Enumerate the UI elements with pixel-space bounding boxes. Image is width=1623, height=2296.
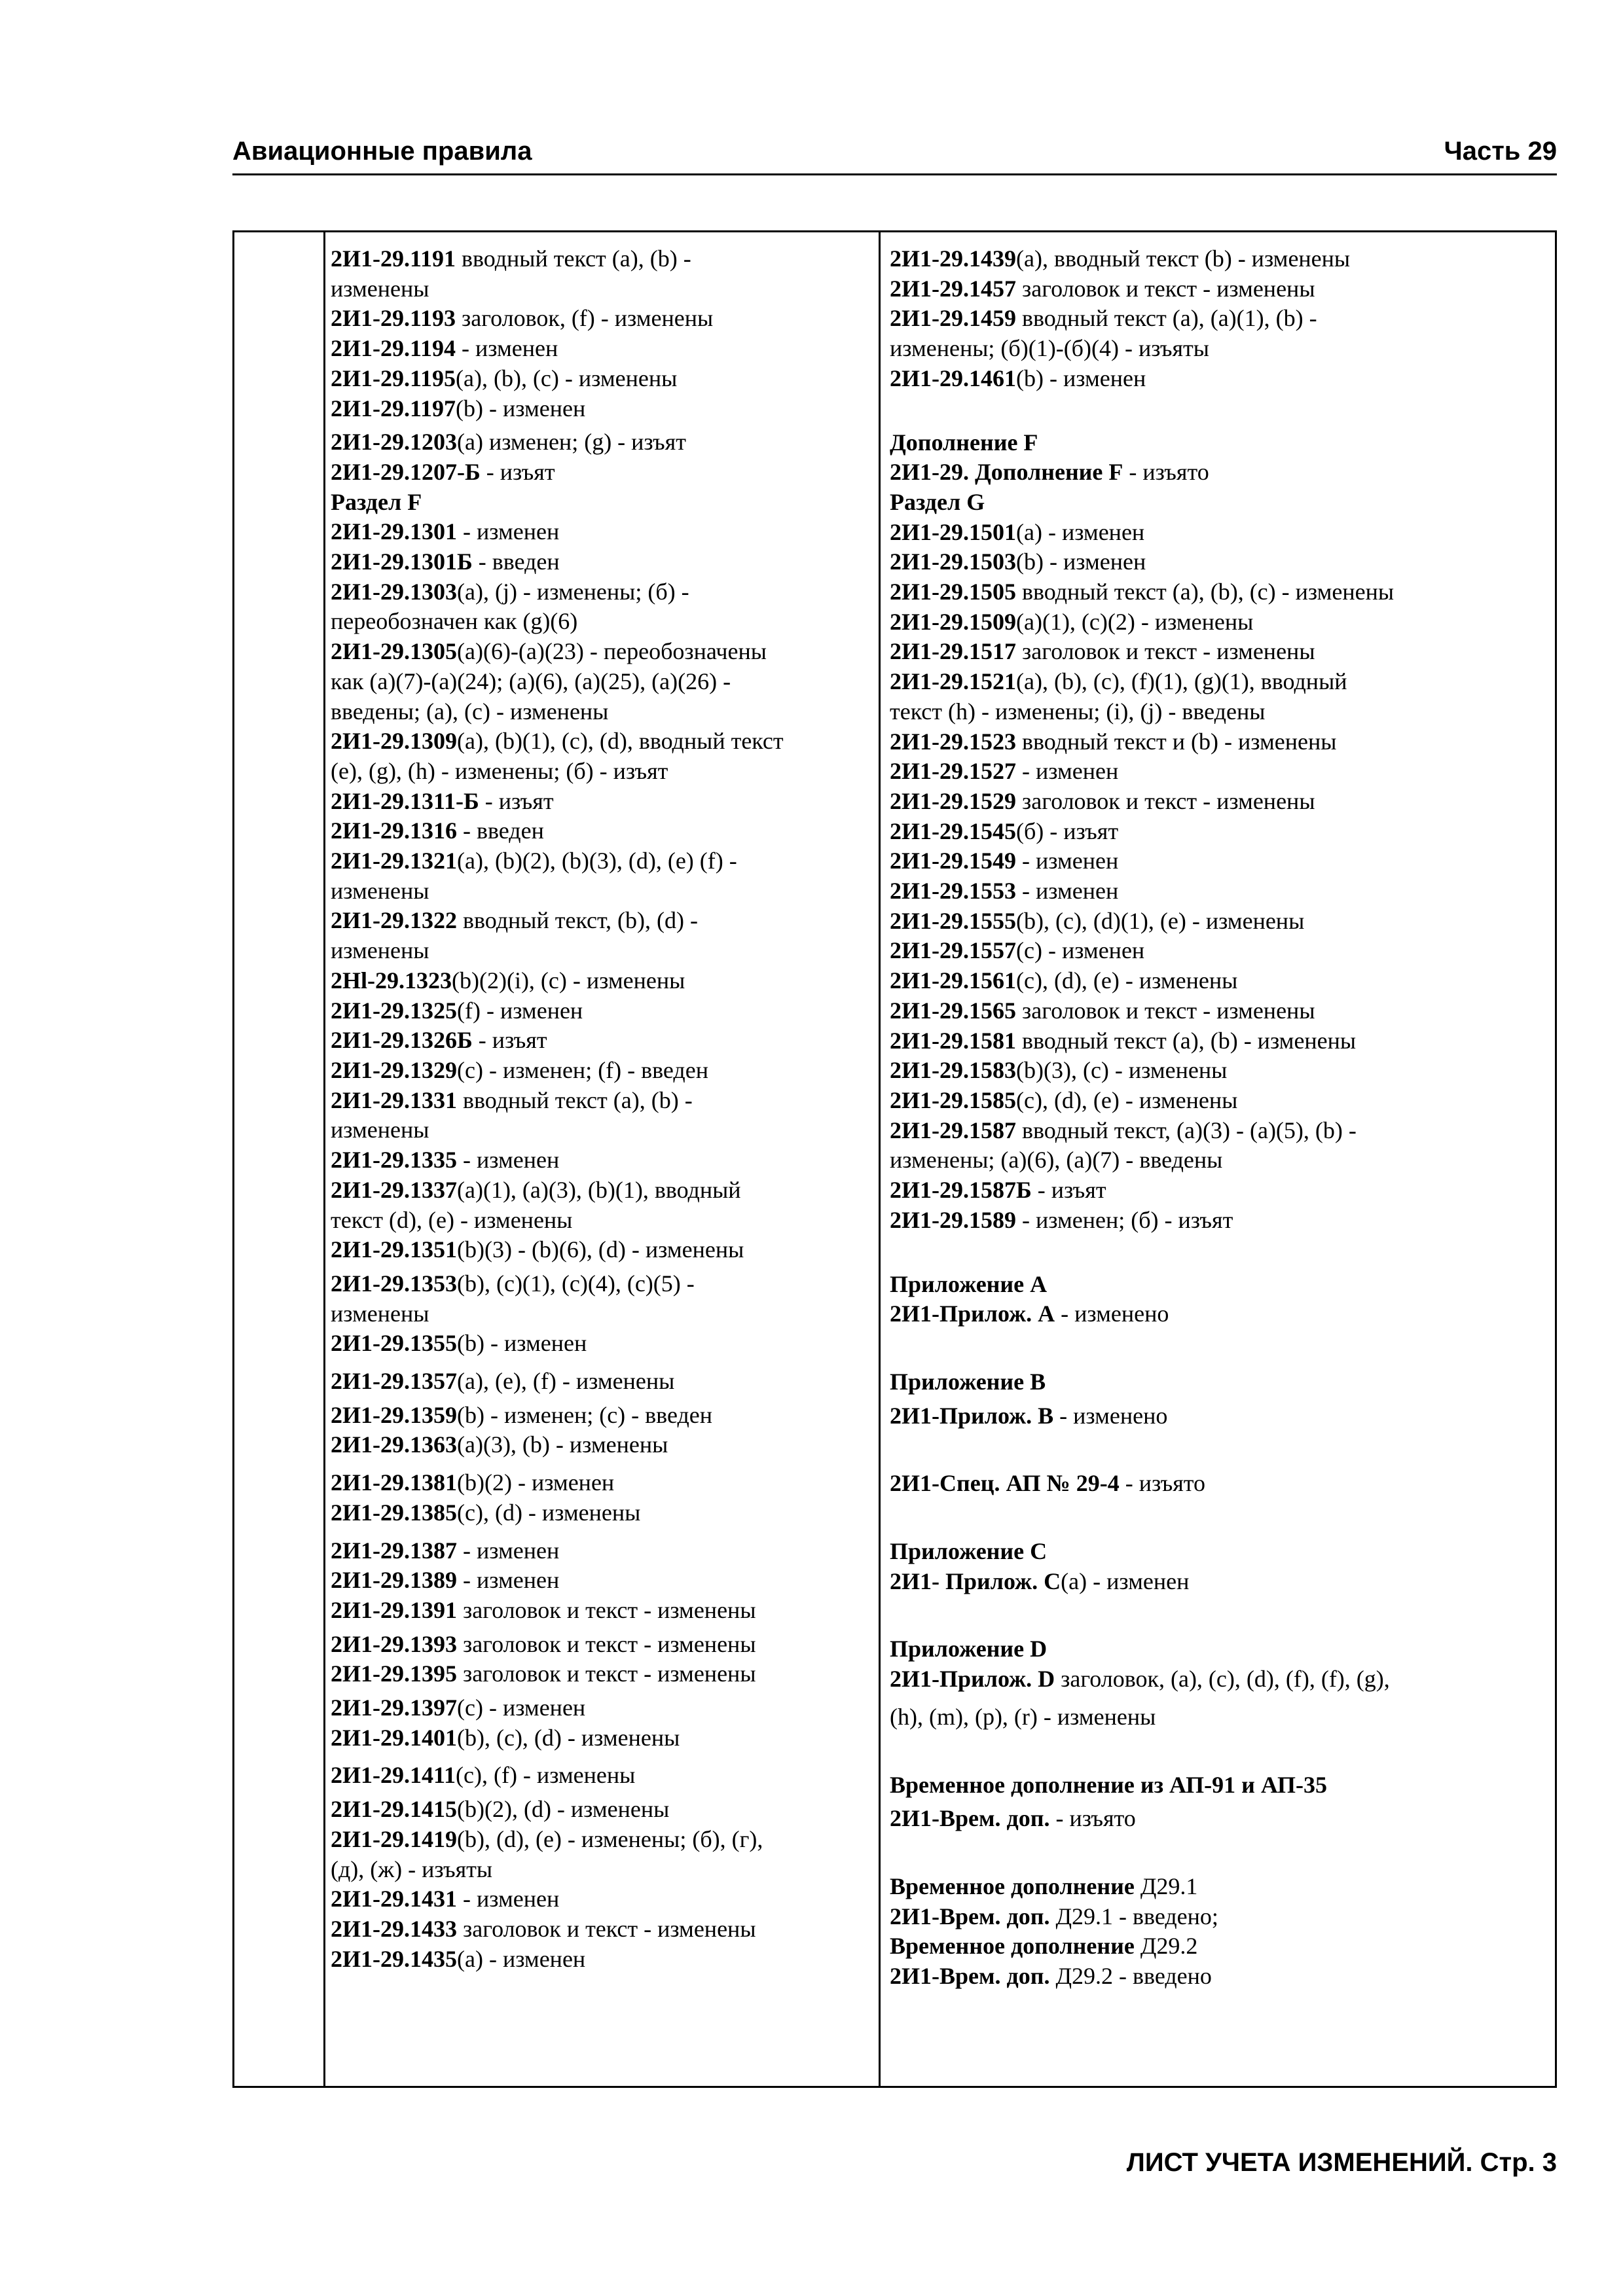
change-description: (a), (e), (f) - изменены	[457, 1368, 675, 1395]
change-description: (c) - изменен	[1016, 937, 1145, 964]
change-description: (b), (c), (d) - изменены	[457, 1724, 680, 1751]
change-description: (a) - изменен	[457, 1945, 586, 1972]
clause-code: 2И1-29.1353	[331, 1270, 457, 1297]
change-entry	[331, 1693, 874, 1723]
change-entry	[331, 334, 874, 364]
change-entry	[890, 1116, 1551, 1146]
change-entry	[890, 274, 1551, 304]
change-entry	[331, 517, 874, 547]
change-entry	[331, 1468, 874, 1498]
clause-code: 2И1-29.1311-Б	[331, 787, 479, 814]
clause-code: 2И1-Врем. доп.	[890, 1963, 1050, 1990]
clause-code: 2И1-29.1194	[331, 335, 456, 362]
change-description: (a), (b), (c) - изменены	[456, 365, 678, 391]
clause-code: 2И1-29.1393	[331, 1630, 457, 1657]
change-description: (b), (c)(1), (c)(4), (c)(5) -	[457, 1270, 695, 1297]
change-description: - изъят	[472, 1027, 547, 1054]
change-entry	[331, 1086, 874, 1116]
change-description: (e), (g), (h) - изменены; (б) - изъят	[331, 757, 668, 784]
section-heading: Раздел F	[331, 488, 422, 515]
change-description: - изменен	[457, 518, 560, 545]
change-description: (b)(2), (d) - изменены	[457, 1796, 670, 1823]
change-entry	[331, 906, 874, 936]
change-description: (b) - изменен; (c) - введен	[457, 1401, 713, 1428]
change-entry	[331, 427, 874, 457]
change-description: - изменен	[1016, 758, 1119, 785]
change-description: вводный текст и (b) - изменены	[1016, 728, 1337, 755]
change-description: (b) - изменен	[1016, 365, 1146, 391]
clause-code: 2И1-Прилож. В	[890, 1402, 1054, 1429]
change-entry	[331, 577, 874, 607]
change-entry	[890, 1962, 1551, 1992]
change-entry	[331, 1269, 874, 1299]
change-description: (c), (f) - изменены	[456, 1762, 636, 1789]
change-entry	[890, 817, 1551, 847]
change-entry	[331, 1115, 874, 1145]
change-description: (a), (b)(1), (c), (d), вводный текст	[457, 728, 784, 755]
change-description: Д29.2 - введено	[1049, 1963, 1212, 1990]
change-entry	[331, 816, 874, 846]
clause-code: 2И1-Прилож. D	[890, 1666, 1055, 1693]
change-entry	[890, 304, 1551, 334]
change-entry	[890, 607, 1551, 637]
change-description: заголовок, (f) - изменены	[456, 305, 714, 332]
section-heading: Раздел G	[890, 488, 985, 515]
change-description: (a) - изменен	[1061, 1568, 1190, 1594]
change-description: (a), вводный текст (b) - изменены	[1016, 245, 1351, 272]
change-entry	[890, 846, 1551, 876]
section-heading: Дополнение F	[890, 429, 1038, 456]
section-heading: Временное дополнение из АП-91 и АП-35	[890, 1771, 1327, 1798]
change-entry	[890, 667, 1551, 697]
change-entry	[331, 1206, 874, 1236]
change-description: изменены	[331, 1117, 429, 1143]
change-entry	[331, 1056, 874, 1086]
change-entry	[331, 697, 874, 727]
change-description: вводный текст (a), (a)(1), (b) -	[1016, 305, 1317, 332]
change-description: заголовок, (a), (c), (d), (f), (f), (g),	[1055, 1666, 1390, 1693]
clause-code: 2И1-29.1527	[890, 758, 1016, 785]
change-entry	[331, 1299, 874, 1329]
change-entry	[331, 1329, 874, 1359]
clause-code: 2И1-29.1309	[331, 728, 457, 755]
change-entry	[890, 1175, 1551, 1206]
change-entry	[890, 244, 1551, 274]
clause-code: 2И1- Прилож. С	[890, 1568, 1061, 1594]
change-description: текст (h) - изменены; (i), (j) - введены	[890, 698, 1266, 725]
change-entry	[890, 1026, 1551, 1056]
clause-code: 2И1-29.1457	[890, 275, 1016, 302]
clause-code: 2И1-29.1195	[331, 365, 456, 391]
change-entry	[331, 1175, 874, 1206]
change-description: Д29.2	[1134, 1933, 1198, 1960]
change-entry	[331, 637, 874, 667]
change-entry	[890, 1902, 1551, 1932]
change-description: - изменен; (б) - изъят	[1016, 1206, 1233, 1233]
change-description: изменены; (a)(6), (a)(7) - введены	[890, 1147, 1223, 1174]
change-description: изменены; (б)(1)-(б)(4) - изъяты	[890, 335, 1209, 362]
change-entry	[331, 936, 874, 966]
change-entry	[331, 1914, 874, 1945]
change-description: (a), (j) - изменены; (б) -	[457, 578, 689, 605]
change-entry	[331, 1536, 874, 1566]
change-description: заголовок и текст - изменены	[1016, 638, 1315, 665]
change-description: заголовок и текст - изменены	[1016, 275, 1315, 302]
clause-code: 2И1-Врем. доп.	[890, 1805, 1050, 1832]
clause-code: 2И1-Прилож. А	[890, 1300, 1055, 1327]
change-description: заголовок и текст - изменены	[457, 1915, 756, 1942]
change-entry	[890, 518, 1551, 548]
clause-code: 2И1-29.1191	[331, 245, 456, 272]
change-description: вводный текст (a), (b) -	[456, 245, 691, 272]
change-description: (b) - изменен	[457, 1330, 587, 1357]
change-description: (b), (c), (d)(1), (e) - изменены	[1016, 907, 1305, 934]
clause-code: 2И1-29.1207-Б	[331, 458, 481, 485]
change-entry	[331, 996, 874, 1026]
section-heading: Приложение В	[890, 1368, 1046, 1395]
change-entry	[890, 1145, 1551, 1175]
change-description: вводный текст (a), (b) - изменены	[1016, 1027, 1357, 1054]
change-description: (a), (b)(2), (b)(3), (d), (e) (f) -	[457, 848, 737, 874]
clause-code: 2И1-29.1305	[331, 638, 457, 665]
clause-code: 2И1-29.1555	[890, 907, 1016, 934]
clause-code: 2И1-29.1439	[890, 245, 1016, 272]
change-entry	[890, 1206, 1551, 1236]
change-description: переобозначен как (g)(6)	[331, 608, 578, 635]
change-description: - изъят	[480, 458, 555, 485]
change-entry	[890, 364, 1551, 394]
change-entry	[890, 1872, 1551, 1902]
change-entry	[331, 394, 874, 424]
clause-code: 2И1-29.1529	[890, 787, 1016, 814]
clause-code: 2И1-29. Дополнение F	[890, 459, 1123, 486]
clause-code: 2И1-29.1351	[331, 1236, 457, 1263]
change-description: - изменено	[1053, 1402, 1168, 1429]
clause-code: 2И1-29.1505	[890, 579, 1016, 605]
change-entry	[890, 697, 1551, 727]
change-entry	[890, 906, 1551, 937]
change-entry	[331, 876, 874, 906]
clause-code: 2И1-29.1461	[890, 365, 1016, 391]
clause-code: 2И1-29.1301Б	[331, 548, 473, 575]
change-entry	[890, 577, 1551, 607]
change-description: заголовок и текст - изменены	[1016, 997, 1315, 1024]
clause-code: 2И1-29.1431	[331, 1886, 457, 1912]
clause-code: 2И1-29.1419	[331, 1825, 457, 1852]
clause-code: 2И1-29.1401	[331, 1724, 457, 1751]
clause-code: 2И1-29.1521	[890, 668, 1016, 695]
change-entry	[331, 1235, 874, 1265]
clause-code: 2И1-29.1363	[331, 1431, 457, 1458]
change-entry	[331, 1723, 874, 1753]
change-record-table	[232, 230, 1557, 2088]
clause-code: 2И1-29.1509	[890, 608, 1016, 635]
change-description: (b) - изменен	[456, 395, 586, 422]
document-title: Авиационные правила	[232, 137, 532, 166]
change-description: - изменен	[457, 1567, 560, 1594]
clause-code: 2И1-29.1501	[890, 518, 1016, 545]
change-entry	[331, 244, 874, 274]
change-description: (b), (d), (e) - изменены; (б), (г),	[457, 1825, 763, 1852]
clause-code: 2И1-29.1589	[890, 1206, 1016, 1233]
change-description: - изъято	[1049, 1805, 1136, 1832]
change-entry	[331, 787, 874, 817]
change-description: - изъято	[1119, 1470, 1206, 1497]
clause-code: 2И1-29.1459	[890, 305, 1016, 332]
change-entry	[331, 1026, 874, 1056]
change-description: - изменен	[456, 335, 558, 362]
change-entry	[331, 1659, 874, 1689]
change-entry	[890, 547, 1551, 577]
change-entry	[890, 936, 1551, 966]
change-entry	[890, 1469, 1551, 1499]
clause-code: 2И1-29.1359	[331, 1401, 457, 1428]
clause-code: 2И1-29.1331	[331, 1086, 457, 1113]
clause-code: 2И1-29.1357	[331, 1368, 457, 1395]
change-description: заголовок и текст - изменены	[457, 1660, 756, 1687]
clause-code: Временное дополнение	[890, 1933, 1135, 1960]
change-description: (a)(1), (a)(3), (b)(1), вводный	[457, 1176, 741, 1203]
change-description: введены; (a), (c) - изменены	[331, 698, 609, 725]
clause-code: 2И1-29.1561	[890, 967, 1016, 994]
change-description: заголовок и текст - изменены	[457, 1596, 756, 1623]
change-description: изменены	[331, 937, 429, 964]
change-description: (a)(6)-(a)(23) - переобозначены	[457, 638, 767, 665]
change-description: (c) - изменен; (f) - введен	[457, 1056, 708, 1083]
change-entry	[331, 1825, 874, 1855]
clause-code: 2И1-29.1301	[331, 518, 457, 545]
change-entry	[331, 1795, 874, 1825]
clause-code: 2И1-29.1322	[331, 907, 457, 934]
change-entry	[890, 1056, 1551, 1086]
change-description: заголовок и текст - изменены	[457, 1630, 756, 1657]
change-entry	[890, 787, 1551, 817]
change-entry	[890, 1664, 1551, 1695]
clause-code: 2И1-29.1316	[331, 817, 457, 844]
change-description: изменены	[331, 877, 429, 904]
change-entry	[890, 334, 1551, 364]
change-entry	[890, 1299, 1551, 1329]
clause-code: 2И1-29.1203	[331, 429, 457, 456]
clause-code: 2И1-29.1329	[331, 1056, 457, 1083]
change-description: текст (d), (e) - изменены	[331, 1206, 573, 1233]
clause-code: 2И1-29.1587	[890, 1117, 1016, 1143]
clause-code: 2И1-29.1355	[331, 1330, 457, 1357]
clause-code: 2И1-29.1523	[890, 728, 1016, 755]
change-description: (f) - изменен	[457, 997, 583, 1024]
change-entry	[331, 1145, 874, 1175]
change-entry	[331, 1367, 874, 1397]
change-entry	[331, 1498, 874, 1528]
change-description: (c) - изменен	[457, 1695, 586, 1721]
section-heading: Приложение D	[890, 1636, 1048, 1662]
change-description: изменены	[331, 275, 429, 302]
change-entry	[890, 876, 1551, 906]
change-description: заголовок и текст - изменены	[1016, 787, 1315, 814]
change-entry	[331, 757, 874, 787]
change-description: - введен	[472, 548, 560, 575]
clause-code: 2И1-29.1321	[331, 848, 457, 874]
change-description: (b) - изменен	[1016, 548, 1146, 575]
change-entry	[890, 457, 1551, 488]
clause-code: 2И1-29.1583	[890, 1057, 1016, 1084]
clause-code: 2И1-29.1415	[331, 1796, 457, 1823]
clause-code: 2Hl-29.1323	[331, 967, 452, 994]
change-entry	[331, 364, 874, 394]
change-description: (a)(1), (c)(2) - изменены	[1016, 608, 1254, 635]
clause-code: 2И1-29.1385	[331, 1499, 457, 1526]
change-entry	[331, 1761, 874, 1791]
change-entry	[331, 1430, 874, 1460]
change-description: - изменено	[1055, 1300, 1169, 1327]
change-entry	[331, 726, 874, 757]
change-description: вводный текст, (a)(3) - (a)(5), (b) -	[1016, 1117, 1357, 1143]
change-description: - изменен	[1016, 878, 1119, 905]
change-entry	[331, 547, 874, 577]
change-description: (a), (b), (c), (f)(1), (g)(1), вводный	[1016, 668, 1347, 695]
change-description: - изменен	[1016, 848, 1119, 874]
change-description: (c), (d) - изменены	[457, 1499, 641, 1526]
clause-code: 2И1-29.1337	[331, 1176, 457, 1203]
clause-code: 2И1-29.1193	[331, 305, 456, 332]
change-description: (б) - изъят	[1016, 817, 1119, 844]
clause-code: 2И1-29.1387	[331, 1537, 457, 1564]
clause-code: 2И1-29.1503	[890, 548, 1016, 575]
clause-code: 2И1-29.1389	[331, 1567, 457, 1594]
change-description: - изменен	[457, 1537, 560, 1564]
change-description: Д29.1	[1134, 1873, 1198, 1899]
clause-code: 2И1-29.1303	[331, 578, 457, 605]
change-description: (c), (d), (e) - изменены	[1016, 967, 1238, 994]
change-entry	[890, 1401, 1551, 1431]
clause-code: 2И1-29.1587Б	[890, 1177, 1032, 1204]
change-description: (a) изменен; (g) - изъят	[457, 429, 686, 456]
change-entry	[331, 1855, 874, 1885]
clause-code: 2И1-29.1326Б	[331, 1027, 473, 1054]
clause-code: Временное дополнение	[890, 1873, 1135, 1899]
change-entry	[331, 304, 874, 334]
change-entry	[331, 1401, 874, 1431]
part-number: Часть 29	[1444, 137, 1557, 166]
change-description: (д), (ж) - изъяты	[331, 1856, 493, 1882]
clause-code: 2И1-29.1517	[890, 638, 1016, 665]
change-description: (a)(3), (b) - изменены	[457, 1431, 668, 1458]
clause-code: 2И1-29.1397	[331, 1695, 457, 1721]
change-description: - введен	[457, 817, 544, 844]
changes-column-right	[890, 244, 1551, 1992]
change-entry	[890, 757, 1551, 787]
change-description: (b)(3) - (b)(6), (d) - изменены	[457, 1236, 744, 1263]
clause-code: 2И1-29.1557	[890, 937, 1016, 964]
clause-code: 2И1-29.1581	[890, 1027, 1016, 1054]
change-entry	[890, 1931, 1551, 1962]
change-description: - изменен	[457, 1886, 560, 1912]
change-entry	[890, 1702, 1551, 1732]
change-entry	[331, 457, 874, 488]
change-description: как (a)(7)-(a)(24); (a)(6), (a)(25), (a)(26) -	[331, 668, 731, 694]
clause-code: 2И1-29.1553	[890, 878, 1016, 905]
change-description: изменены	[331, 1300, 429, 1327]
section-heading: Приложение А	[890, 1270, 1048, 1297]
change-entry	[331, 1945, 874, 1975]
change-description: (b)(2) - изменен	[457, 1469, 615, 1496]
change-description: (a) - изменен	[1016, 518, 1145, 545]
clause-code: 2И1-Врем. доп.	[890, 1903, 1050, 1929]
change-entry	[331, 1884, 874, 1914]
change-entry	[890, 1086, 1551, 1116]
change-entry	[331, 607, 874, 637]
change-description: - изъято	[1123, 459, 1209, 486]
clause-code: 2И1-29.1335	[331, 1147, 457, 1174]
change-description: Д29.1 - введено;	[1049, 1903, 1218, 1929]
change-description: (h), (m), (p), (r) - изменены	[890, 1703, 1156, 1730]
change-description: - изъят	[1031, 1177, 1106, 1204]
change-description: вводный текст, (b), (d) -	[457, 907, 698, 934]
change-description: - изменен	[457, 1147, 560, 1174]
section-heading: Приложение С	[890, 1538, 1048, 1565]
changes-column-left	[331, 244, 874, 1974]
change-description: (b)(2)(i), (c) - изменены	[452, 967, 685, 994]
clause-code: 2И1-29.1549	[890, 848, 1016, 874]
change-description: (b)(3), (c) - изменены	[1016, 1057, 1228, 1084]
change-entry	[331, 966, 874, 996]
clause-code: 2И1-29.1435	[331, 1945, 457, 1972]
clause-code: 2И1-29.1381	[331, 1469, 457, 1496]
clause-code: 2И1-29.1565	[890, 997, 1016, 1024]
change-description: - изъят	[479, 787, 554, 814]
change-entry	[331, 1630, 874, 1660]
clause-code: 2И1-29.1391	[331, 1596, 457, 1623]
clause-code: 2И1-29.1395	[331, 1660, 457, 1687]
change-entry	[890, 1567, 1551, 1597]
page-footer: ЛИСТ УЧЕТА ИЗМЕНЕНИЙ. Стр. 3	[1126, 2148, 1557, 2177]
clause-code: 2И1-29.1433	[331, 1915, 457, 1942]
change-entry	[331, 1596, 874, 1626]
change-description: вводный текст (a), (b), (c) - изменены	[1016, 579, 1395, 605]
change-entry	[890, 996, 1551, 1026]
page-header	[232, 134, 1557, 175]
change-entry	[890, 1804, 1551, 1834]
change-entry	[890, 966, 1551, 996]
clause-code: 2И1-29.1585	[890, 1086, 1016, 1113]
clause-code: 2И1-Спец. АП № 29-4	[890, 1470, 1120, 1497]
change-description: вводный текст (a), (b) -	[457, 1086, 693, 1113]
clause-code: 2И1-29.1545	[890, 817, 1016, 844]
clause-code: 2И1-29.1197	[331, 395, 456, 422]
clause-code: 2И1-29.1325	[331, 997, 457, 1024]
change-entry	[331, 846, 874, 876]
change-entry	[890, 727, 1551, 757]
table-divider-1	[323, 232, 325, 2086]
change-entry	[331, 1566, 874, 1596]
change-entry	[331, 274, 874, 304]
change-description: (c), (d), (e) - изменены	[1016, 1086, 1238, 1113]
change-entry	[890, 637, 1551, 667]
change-entry	[331, 667, 874, 697]
table-divider-2	[879, 232, 881, 2086]
clause-code: 2И1-29.1411	[331, 1762, 456, 1789]
